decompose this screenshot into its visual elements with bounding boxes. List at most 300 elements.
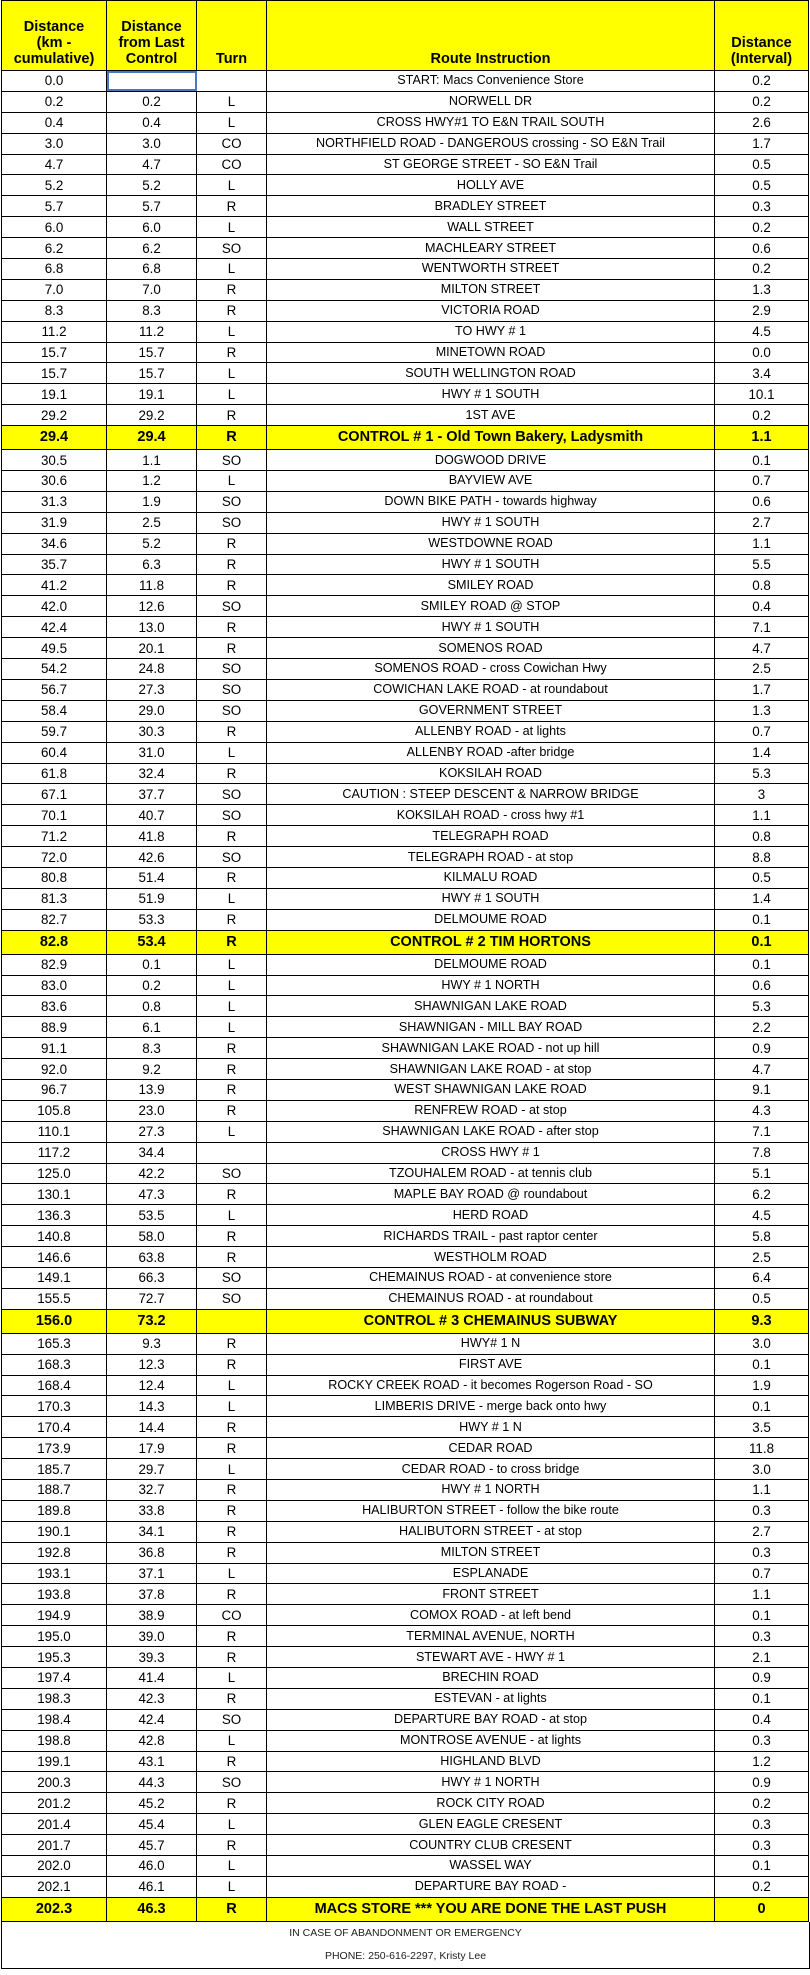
- cell-cumulative[interactable]: 0.4: [2, 112, 107, 133]
- header-turn[interactable]: [197, 1, 267, 71]
- cell-from-control[interactable]: 29.0: [107, 700, 197, 721]
- cell-instruction[interactable]: MINETOWN ROAD: [267, 342, 715, 363]
- cell-instruction[interactable]: HALIBUTORN STREET - at stop: [267, 1521, 715, 1542]
- cell-turn[interactable]: R: [197, 1835, 267, 1856]
- cell-cumulative[interactable]: 11.2: [2, 321, 107, 342]
- header-interval[interactable]: [715, 1, 809, 71]
- cell-interval[interactable]: 0.9: [715, 1038, 809, 1059]
- cell-from-control[interactable]: 1.1: [107, 450, 197, 471]
- cell-from-control[interactable]: 66.3: [107, 1267, 197, 1288]
- cell-instruction[interactable]: CROSS HWY # 1: [267, 1142, 715, 1163]
- cell-instruction[interactable]: HWY # 1 SOUTH: [267, 617, 715, 638]
- cell-interval[interactable]: 0.5: [715, 1288, 809, 1309]
- cell-instruction[interactable]: MILTON STREET: [267, 1542, 715, 1563]
- cell-from-control[interactable]: 11.2: [107, 321, 197, 342]
- cell-cumulative[interactable]: 3.0: [2, 133, 107, 154]
- cell-interval[interactable]: 0.1: [715, 909, 809, 930]
- cell-instruction[interactable]: CROSS HWY#1 TO E&N TRAIL SOUTH: [267, 112, 715, 133]
- cell-turn[interactable]: R: [197, 1500, 267, 1521]
- cell-instruction[interactable]: CAUTION : STEEP DESCENT & NARROW BRIDGE: [267, 784, 715, 805]
- cell-cumulative[interactable]: 193.1: [2, 1563, 107, 1584]
- cell-instruction[interactable]: WESTHOLM ROAD: [267, 1247, 715, 1268]
- cell-instruction[interactable]: SOUTH WELLINGTON ROAD: [267, 363, 715, 384]
- cell-instruction[interactable]: FIRST AVE: [267, 1354, 715, 1375]
- cell-interval[interactable]: 0.2: [715, 405, 809, 426]
- cell-interval[interactable]: 0.3: [715, 1626, 809, 1647]
- cell-instruction[interactable]: MAPLE BAY ROAD @ roundabout: [267, 1184, 715, 1205]
- cell-instruction[interactable]: CEDAR ROAD: [267, 1438, 715, 1459]
- cell-from-control[interactable]: 15.7: [107, 342, 197, 363]
- cell-interval[interactable]: 7.8: [715, 1142, 809, 1163]
- cell-cumulative[interactable]: 168.3: [2, 1354, 107, 1375]
- cell-instruction[interactable]: ROCKY CREEK ROAD - it becomes Rogerson Road - SO: [267, 1375, 715, 1396]
- cell-cumulative[interactable]: 6.8: [2, 259, 107, 280]
- cell-interval[interactable]: 1.1: [715, 1480, 809, 1501]
- cell-from-control[interactable]: 45.4: [107, 1814, 197, 1835]
- cell-interval[interactable]: 0.3: [715, 1835, 809, 1856]
- cell-turn[interactable]: L: [197, 217, 267, 238]
- cell-instruction[interactable]: NORTHFIELD ROAD - DANGEROUS crossing - SO E&N Trail: [267, 133, 715, 154]
- cell-cumulative[interactable]: 105.8: [2, 1100, 107, 1121]
- cell-from-control[interactable]: 53.5: [107, 1205, 197, 1226]
- cell-interval[interactable]: 0.7: [715, 471, 809, 492]
- cell-from-control[interactable]: 27.3: [107, 679, 197, 700]
- cell-turn[interactable]: SO: [197, 805, 267, 826]
- cell-from-control[interactable]: 34.4: [107, 1142, 197, 1163]
- cell-turn[interactable]: L: [197, 175, 267, 196]
- cell-from-control[interactable]: 42.3: [107, 1688, 197, 1709]
- cell-turn[interactable]: L: [197, 1876, 267, 1897]
- cell-cumulative[interactable]: 173.9: [2, 1438, 107, 1459]
- cell-turn[interactable]: R: [197, 1688, 267, 1709]
- cell-turn[interactable]: L: [197, 471, 267, 492]
- cell-cumulative[interactable]: 61.8: [2, 763, 107, 784]
- cell-turn[interactable]: SO: [197, 596, 267, 617]
- cell-cumulative[interactable]: 189.8: [2, 1500, 107, 1521]
- cell-interval[interactable]: 9.3: [715, 1309, 809, 1333]
- cell-turn[interactable]: R: [197, 1417, 267, 1438]
- cell-cumulative[interactable]: 6.0: [2, 217, 107, 238]
- cell-instruction[interactable]: ROCK CITY ROAD: [267, 1793, 715, 1814]
- cell-interval[interactable]: 6.2: [715, 1184, 809, 1205]
- cell-cumulative[interactable]: 42.0: [2, 596, 107, 617]
- cell-interval[interactable]: 1.7: [715, 679, 809, 700]
- cell-interval[interactable]: 7.1: [715, 1121, 809, 1142]
- cell-interval[interactable]: 4.7: [715, 638, 809, 659]
- cell-turn[interactable]: R: [197, 1100, 267, 1121]
- cell-interval[interactable]: 2.5: [715, 659, 809, 680]
- cell-turn[interactable]: R: [197, 1247, 267, 1268]
- cell-cumulative[interactable]: 168.4: [2, 1375, 107, 1396]
- cell-instruction[interactable]: SOMENOS ROAD: [267, 638, 715, 659]
- cell-interval[interactable]: 4.3: [715, 1100, 809, 1121]
- cell-cumulative[interactable]: 198.3: [2, 1688, 107, 1709]
- header-instruction[interactable]: [267, 1, 715, 71]
- cell-turn[interactable]: R: [197, 721, 267, 742]
- cell-from-control[interactable]: 33.8: [107, 1500, 197, 1521]
- cell-turn[interactable]: R: [197, 1584, 267, 1605]
- cell-turn[interactable]: R: [197, 1542, 267, 1563]
- cell-turn[interactable]: SO: [197, 1267, 267, 1288]
- cell-from-control[interactable]: 73.2: [107, 1309, 197, 1333]
- cell-cumulative[interactable]: 125.0: [2, 1163, 107, 1184]
- cell-instruction[interactable]: ST GEORGE STREET - SO E&N Trail: [267, 154, 715, 175]
- cell-instruction[interactable]: MILTON STREET: [267, 279, 715, 300]
- cell-instruction[interactable]: FRONT STREET: [267, 1584, 715, 1605]
- cell-turn[interactable]: R: [197, 1438, 267, 1459]
- cell-interval[interactable]: 1.1: [715, 426, 809, 450]
- cell-cumulative[interactable]: 56.7: [2, 679, 107, 700]
- cell-cumulative[interactable]: 72.0: [2, 847, 107, 868]
- cell-from-control[interactable]: 53.4: [107, 930, 197, 954]
- cell-from-control[interactable]: 11.8: [107, 575, 197, 596]
- cell-cumulative[interactable]: 200.3: [2, 1772, 107, 1793]
- cell-instruction[interactable]: NORWELL DR: [267, 91, 715, 112]
- cell-interval[interactable]: 2.6: [715, 112, 809, 133]
- cell-turn[interactable]: R: [197, 1897, 267, 1921]
- cell-interval[interactable]: 3.4: [715, 363, 809, 384]
- cell-turn[interactable]: R: [197, 1521, 267, 1542]
- cell-cumulative[interactable]: 60.4: [2, 742, 107, 763]
- cell-turn[interactable]: R: [197, 1751, 267, 1772]
- cell-instruction[interactable]: BRECHIN ROAD: [267, 1668, 715, 1689]
- cell-turn[interactable]: R: [197, 196, 267, 217]
- cell-turn[interactable]: L: [197, 1205, 267, 1226]
- cell-from-control[interactable]: 58.0: [107, 1226, 197, 1247]
- cell-from-control[interactable]: 38.9: [107, 1605, 197, 1626]
- cell-instruction[interactable]: SHAWNIGAN - MILL BAY ROAD: [267, 1017, 715, 1038]
- cell-cumulative[interactable]: 156.0: [2, 1309, 107, 1333]
- cell-turn[interactable]: R: [197, 533, 267, 554]
- cell-turn[interactable]: R: [197, 1480, 267, 1501]
- cell-from-control[interactable]: 32.4: [107, 763, 197, 784]
- cell-instruction[interactable]: MONTROSE AVENUE - at lights: [267, 1730, 715, 1751]
- cell-from-control[interactable]: 6.8: [107, 259, 197, 280]
- cell-from-control[interactable]: 9.3: [107, 1333, 197, 1354]
- cell-cumulative[interactable]: 49.5: [2, 638, 107, 659]
- cell-instruction[interactable]: RICHARDS TRAIL - past raptor center: [267, 1226, 715, 1247]
- cell-instruction[interactable]: DEPARTURE BAY ROAD - at stop: [267, 1709, 715, 1730]
- cell-from-control[interactable]: 39.0: [107, 1626, 197, 1647]
- cell-cumulative[interactable]: 190.1: [2, 1521, 107, 1542]
- cell-instruction[interactable]: HWY# 1 N: [267, 1333, 715, 1354]
- cell-cumulative[interactable]: 201.7: [2, 1835, 107, 1856]
- cell-from-control[interactable]: 3.0: [107, 133, 197, 154]
- cell-turn[interactable]: R: [197, 930, 267, 954]
- cell-interval[interactable]: 2.9: [715, 300, 809, 321]
- cell-instruction[interactable]: HWY # 1 SOUTH: [267, 554, 715, 575]
- cell-turn[interactable]: R: [197, 763, 267, 784]
- cell-cumulative[interactable]: 54.2: [2, 659, 107, 680]
- cell-from-control[interactable]: 14.4: [107, 1417, 197, 1438]
- cell-cumulative[interactable]: 117.2: [2, 1142, 107, 1163]
- cell-turn[interactable]: L: [197, 1730, 267, 1751]
- cell-interval[interactable]: 0.1: [715, 930, 809, 954]
- cell-instruction[interactable]: COWICHAN LAKE ROAD - at roundabout: [267, 679, 715, 700]
- cell-from-control[interactable]: 0.8: [107, 996, 197, 1017]
- cell-turn[interactable]: [197, 71, 267, 92]
- cell-from-control[interactable]: 5.2: [107, 533, 197, 554]
- cell-instruction[interactable]: DELMOUME ROAD: [267, 954, 715, 975]
- cell-instruction[interactable]: HOLLY AVE: [267, 175, 715, 196]
- cell-from-control[interactable]: 40.7: [107, 805, 197, 826]
- cell-instruction[interactable]: HERD ROAD: [267, 1205, 715, 1226]
- cell-instruction[interactable]: CHEMAINUS ROAD - at roundabout: [267, 1288, 715, 1309]
- cell-interval[interactable]: 0.8: [715, 826, 809, 847]
- cell-interval[interactable]: 0.7: [715, 721, 809, 742]
- cell-from-control[interactable]: 5.2: [107, 175, 197, 196]
- cell-interval[interactable]: 0.1: [715, 450, 809, 471]
- cell-turn[interactable]: R: [197, 826, 267, 847]
- cell-from-control[interactable]: 23.0: [107, 1100, 197, 1121]
- cell-cumulative[interactable]: 170.3: [2, 1396, 107, 1417]
- cell-from-control[interactable]: 20.1: [107, 638, 197, 659]
- cell-interval[interactable]: 1.2: [715, 1751, 809, 1772]
- cell-interval[interactable]: 7.1: [715, 617, 809, 638]
- cell-from-control[interactable]: 42.6: [107, 847, 197, 868]
- cell-instruction[interactable]: STEWART AVE - HWY # 1: [267, 1647, 715, 1668]
- cell-cumulative[interactable]: 188.7: [2, 1480, 107, 1501]
- cell-instruction[interactable]: CONTROL # 1 - Old Town Bakery, Ladysmith: [267, 426, 715, 450]
- cell-from-control[interactable]: 44.3: [107, 1772, 197, 1793]
- cell-turn[interactable]: CO: [197, 154, 267, 175]
- cell-instruction[interactable]: CONTROL # 3 CHEMAINUS SUBWAY: [267, 1309, 715, 1333]
- cell-cumulative[interactable]: 82.8: [2, 930, 107, 954]
- cell-cumulative[interactable]: 8.3: [2, 300, 107, 321]
- cell-cumulative[interactable]: 130.1: [2, 1184, 107, 1205]
- cell-instruction[interactable]: TZOUHALEM ROAD - at tennis club: [267, 1163, 715, 1184]
- cell-from-control[interactable]: 51.9: [107, 888, 197, 909]
- cell-turn[interactable]: L: [197, 1856, 267, 1877]
- cell-from-control[interactable]: 41.4: [107, 1668, 197, 1689]
- cell-turn[interactable]: SO: [197, 700, 267, 721]
- cell-interval[interactable]: 0.9: [715, 1772, 809, 1793]
- cell-cumulative[interactable]: 198.8: [2, 1730, 107, 1751]
- cell-interval[interactable]: 0.5: [715, 867, 809, 888]
- cell-instruction[interactable]: ESPLANADE: [267, 1563, 715, 1584]
- cell-from-control[interactable]: 6.2: [107, 238, 197, 259]
- cell-instruction[interactable]: TELEGRAPH ROAD: [267, 826, 715, 847]
- cell-from-control[interactable]: 9.2: [107, 1059, 197, 1080]
- cell-cumulative[interactable]: 29.4: [2, 426, 107, 450]
- cell-turn[interactable]: L: [197, 1814, 267, 1835]
- cell-cumulative[interactable]: 185.7: [2, 1459, 107, 1480]
- cell-interval[interactable]: 5.8: [715, 1226, 809, 1247]
- cell-from-control[interactable]: 30.3: [107, 721, 197, 742]
- cell-turn[interactable]: R: [197, 426, 267, 450]
- cell-instruction[interactable]: RENFREW ROAD - at stop: [267, 1100, 715, 1121]
- cell-from-control[interactable]: 53.3: [107, 909, 197, 930]
- cell-instruction[interactable]: SHAWNIGAN LAKE ROAD: [267, 996, 715, 1017]
- cell-instruction[interactable]: TELEGRAPH ROAD - at stop: [267, 847, 715, 868]
- cell-instruction[interactable]: HWY # 1 NORTH: [267, 1772, 715, 1793]
- cell-interval[interactable]: 4.5: [715, 1205, 809, 1226]
- cell-instruction[interactable]: MACHLEARY STREET: [267, 238, 715, 259]
- cell-from-control[interactable]: 39.3: [107, 1647, 197, 1668]
- cell-cumulative[interactable]: 82.9: [2, 954, 107, 975]
- cell-interval[interactable]: 0.1: [715, 954, 809, 975]
- cell-instruction[interactable]: WASSEL WAY: [267, 1856, 715, 1877]
- cell-interval[interactable]: 0.1: [715, 1688, 809, 1709]
- cell-interval[interactable]: 0.3: [715, 1814, 809, 1835]
- cell-interval[interactable]: 3.0: [715, 1459, 809, 1480]
- cell-turn[interactable]: L: [197, 1121, 267, 1142]
- cell-turn[interactable]: R: [197, 867, 267, 888]
- cell-instruction[interactable]: TO HWY # 1: [267, 321, 715, 342]
- cell-cumulative[interactable]: 4.7: [2, 154, 107, 175]
- cell-from-control[interactable]: 45.7: [107, 1835, 197, 1856]
- cell-instruction[interactable]: DELMOUME ROAD: [267, 909, 715, 930]
- cell-from-control[interactable]: 29.2: [107, 405, 197, 426]
- cell-turn[interactable]: R: [197, 575, 267, 596]
- cell-cumulative[interactable]: 80.8: [2, 867, 107, 888]
- cell-interval[interactable]: 0.1: [715, 1856, 809, 1877]
- cell-turn[interactable]: [197, 1142, 267, 1163]
- cell-instruction[interactable]: SHAWNIGAN LAKE ROAD - at stop: [267, 1059, 715, 1080]
- cell-instruction[interactable]: HWY # 1 SOUTH: [267, 888, 715, 909]
- cell-interval[interactable]: 0.6: [715, 975, 809, 996]
- cell-cumulative[interactable]: 83.0: [2, 975, 107, 996]
- cell-cumulative[interactable]: 199.1: [2, 1751, 107, 1772]
- cell-from-control[interactable]: 34.1: [107, 1521, 197, 1542]
- cell-turn[interactable]: R: [197, 1647, 267, 1668]
- cell-from-control[interactable]: 19.1: [107, 384, 197, 405]
- cell-cumulative[interactable]: 136.3: [2, 1205, 107, 1226]
- cell-interval[interactable]: 1.9: [715, 1375, 809, 1396]
- cell-from-control[interactable]: 42.2: [107, 1163, 197, 1184]
- cell-cumulative[interactable]: 70.1: [2, 805, 107, 826]
- cell-instruction[interactable]: START: Macs Convenience Store: [267, 71, 715, 92]
- cell-instruction[interactable]: BAYVIEW AVE: [267, 471, 715, 492]
- cell-turn[interactable]: R: [197, 1626, 267, 1647]
- cell-turn[interactable]: SO: [197, 512, 267, 533]
- cell-instruction[interactable]: SHAWNIGAN LAKE ROAD - after stop: [267, 1121, 715, 1142]
- cell-from-control[interactable]: 2.5: [107, 512, 197, 533]
- cell-instruction[interactable]: HWY # 1 NORTH: [267, 1480, 715, 1501]
- cell-interval[interactable]: 1.7: [715, 133, 809, 154]
- cell-turn[interactable]: R: [197, 638, 267, 659]
- cell-interval[interactable]: 1.1: [715, 805, 809, 826]
- cell-turn[interactable]: L: [197, 996, 267, 1017]
- cell-interval[interactable]: 9.1: [715, 1079, 809, 1100]
- cell-interval[interactable]: 0.5: [715, 175, 809, 196]
- cell-cumulative[interactable]: 81.3: [2, 888, 107, 909]
- cell-interval[interactable]: 0.6: [715, 238, 809, 259]
- cell-turn[interactable]: R: [197, 405, 267, 426]
- cell-turn[interactable]: R: [197, 342, 267, 363]
- cell-instruction[interactable]: CONTROL # 2 TIM HORTONS: [267, 930, 715, 954]
- cell-turn[interactable]: SO: [197, 491, 267, 512]
- cell-interval[interactable]: 2.7: [715, 1521, 809, 1542]
- cell-cumulative[interactable]: 193.8: [2, 1584, 107, 1605]
- cell-cumulative[interactable]: 15.7: [2, 363, 107, 384]
- cell-from-control[interactable]: 51.4: [107, 867, 197, 888]
- cell-from-control[interactable]: 41.8: [107, 826, 197, 847]
- cell-instruction[interactable]: GOVERNMENT STREET: [267, 700, 715, 721]
- cell-cumulative[interactable]: 201.2: [2, 1793, 107, 1814]
- cell-interval[interactable]: 2.7: [715, 512, 809, 533]
- cell-cumulative[interactable]: 5.2: [2, 175, 107, 196]
- cell-instruction[interactable]: DEPARTURE BAY ROAD -: [267, 1876, 715, 1897]
- cell-from-control[interactable]: 0.2: [107, 91, 197, 112]
- cell-turn[interactable]: L: [197, 975, 267, 996]
- cell-from-control[interactable]: 17.9: [107, 1438, 197, 1459]
- cell-instruction[interactable]: COUNTRY CLUB CRESENT: [267, 1835, 715, 1856]
- cell-instruction[interactable]: HWY # 1 NORTH: [267, 975, 715, 996]
- cell-from-control[interactable]: 32.7: [107, 1480, 197, 1501]
- cell-turn[interactable]: R: [197, 554, 267, 575]
- cell-turn[interactable]: SO: [197, 1772, 267, 1793]
- cell-instruction[interactable]: SMILEY ROAD @ STOP: [267, 596, 715, 617]
- cell-cumulative[interactable]: 0.0: [2, 71, 107, 92]
- cell-instruction[interactable]: SHAWNIGAN LAKE ROAD - not up hill: [267, 1038, 715, 1059]
- cell-instruction[interactable]: ALLENBY ROAD -after bridge: [267, 742, 715, 763]
- cell-interval[interactable]: 0.3: [715, 1542, 809, 1563]
- cell-turn[interactable]: CO: [197, 133, 267, 154]
- cell-turn[interactable]: L: [197, 1459, 267, 1480]
- cell-from-control[interactable]: 7.0: [107, 279, 197, 300]
- cell-turn[interactable]: L: [197, 954, 267, 975]
- cell-instruction[interactable]: SOMENOS ROAD - cross Cowichan Hwy: [267, 659, 715, 680]
- cell-from-control[interactable]: 42.8: [107, 1730, 197, 1751]
- cell-turn[interactable]: L: [197, 888, 267, 909]
- cell-interval[interactable]: 0.8: [715, 575, 809, 596]
- cell-cumulative[interactable]: 15.7: [2, 342, 107, 363]
- cell-cumulative[interactable]: 34.6: [2, 533, 107, 554]
- cell-instruction[interactable]: HALIBURTON STREET - follow the bike route: [267, 1500, 715, 1521]
- cell-from-control[interactable]: 43.1: [107, 1751, 197, 1772]
- cell-cumulative[interactable]: 198.4: [2, 1709, 107, 1730]
- cell-interval[interactable]: 0.2: [715, 1793, 809, 1814]
- cell-turn[interactable]: [197, 1309, 267, 1333]
- cell-from-control[interactable]: 4.7: [107, 154, 197, 175]
- cell-turn[interactable]: SO: [197, 784, 267, 805]
- cell-instruction[interactable]: DOGWOOD DRIVE: [267, 450, 715, 471]
- cell-cumulative[interactable]: 149.1: [2, 1267, 107, 1288]
- cell-cumulative[interactable]: 140.8: [2, 1226, 107, 1247]
- header-control[interactable]: [107, 1, 197, 71]
- cell-from-control[interactable]: 8.3: [107, 1038, 197, 1059]
- cell-turn[interactable]: L: [197, 91, 267, 112]
- cell-turn[interactable]: SO: [197, 238, 267, 259]
- cell-from-control[interactable]: 1.9: [107, 491, 197, 512]
- cell-cumulative[interactable]: 6.2: [2, 238, 107, 259]
- cell-from-control[interactable]: 46.3: [107, 1897, 197, 1921]
- cell-turn[interactable]: SO: [197, 679, 267, 700]
- cell-turn[interactable]: SO: [197, 1163, 267, 1184]
- cell-cumulative[interactable]: 201.4: [2, 1814, 107, 1835]
- cell-instruction[interactable]: WALL STREET: [267, 217, 715, 238]
- cell-interval[interactable]: 0.5: [715, 154, 809, 175]
- cell-interval[interactable]: 1.3: [715, 700, 809, 721]
- cell-turn[interactable]: L: [197, 1396, 267, 1417]
- cell-cumulative[interactable]: 29.2: [2, 405, 107, 426]
- cell-turn[interactable]: L: [197, 1375, 267, 1396]
- cell-cumulative[interactable]: 30.6: [2, 471, 107, 492]
- cell-interval[interactable]: 0.7: [715, 1563, 809, 1584]
- cell-instruction[interactable]: WESTDOWNE ROAD: [267, 533, 715, 554]
- cell-interval[interactable]: 0.2: [715, 217, 809, 238]
- cell-turn[interactable]: R: [197, 279, 267, 300]
- cell-from-control[interactable]: 6.1: [107, 1017, 197, 1038]
- cell-from-control[interactable]: 0.4: [107, 112, 197, 133]
- cell-from-control[interactable]: 8.3: [107, 300, 197, 321]
- cell-cumulative[interactable]: 202.3: [2, 1897, 107, 1921]
- cell-from-control[interactable]: 12.4: [107, 1375, 197, 1396]
- cell-turn[interactable]: R: [197, 1226, 267, 1247]
- cell-instruction[interactable]: KOKSILAH ROAD: [267, 763, 715, 784]
- cell-cumulative[interactable]: 35.7: [2, 554, 107, 575]
